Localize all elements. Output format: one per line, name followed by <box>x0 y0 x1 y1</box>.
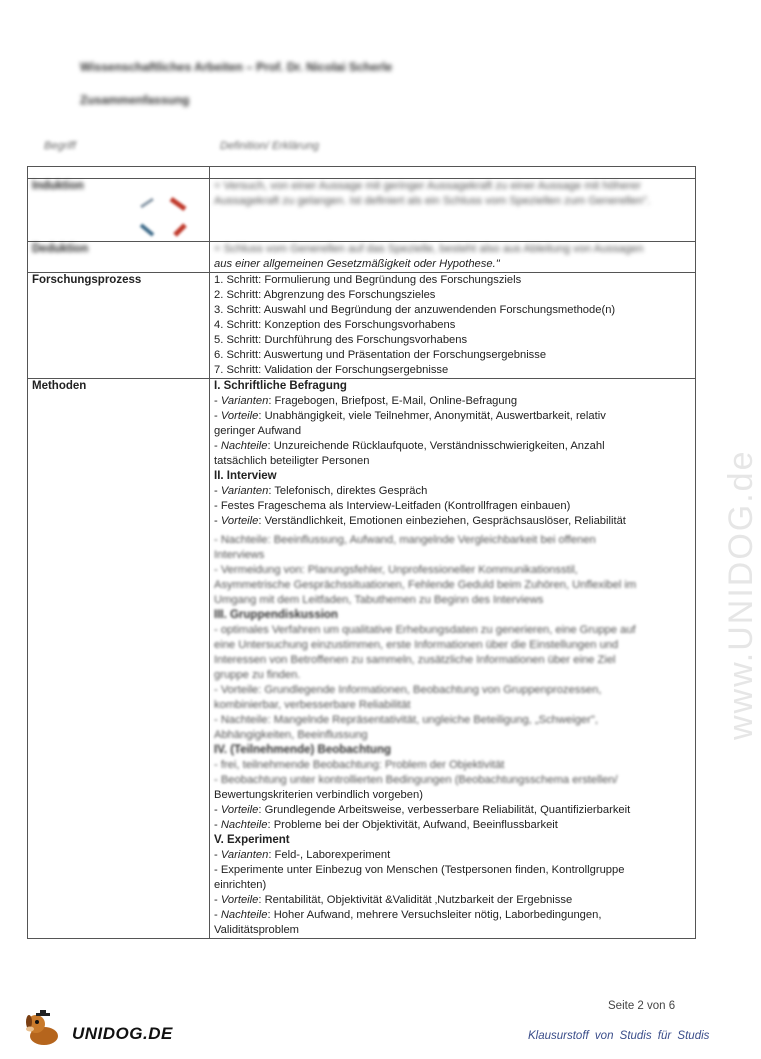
table-row-deduktion <box>28 242 696 273</box>
section-title: V. Experiment <box>214 834 290 846</box>
list-item: 2. Schritt: Abgrenzung des Forschungszieles <box>214 289 436 301</box>
list-item: 1. Schritt: Formulierung und Begründung des Forschungsziels <box>214 274 522 286</box>
term-forschungsprozess: Forschungsprozess <box>28 273 210 379</box>
column-header-definition: Definition/ Erklärung <box>220 140 320 152</box>
summary-table <box>27 166 696 939</box>
list-item: 4. Schritt: Konzeption des Forschungsvorhabens <box>214 319 456 331</box>
definition-induktion: = Versuch, von einer Aussage mit geringer Aussagekraft zu einer Aussage mit höherer Aussagekraft zu gelangen. Ist definiert als ein Schluss vom Speziellen zum Generellen". <box>210 179 696 242</box>
cycle-arrow-top-right <box>171 199 185 209</box>
section-title: II. Interview <box>214 470 277 482</box>
unidog-logo <box>22 1010 173 1048</box>
cycle-arrow-bottom-right <box>175 225 185 235</box>
page-number: Seite 2 von 6 <box>608 1000 676 1012</box>
cycle-arrow-top-left <box>141 199 153 207</box>
dog-mascot-icon <box>22 1010 68 1048</box>
definition-methoden: I. Schriftliche Befragung - Varianten: Fragebogen, Briefpost, E-Mail, Online-Befragung - Vorteile: Unabhängigkeit, viele Teilnehmer, Anonymität, Auswertbarkeit, relativ geringer Aufwand - Nachteile: Unzureichende Rücklaufquote, Verständnisschwierigkeiten, Anzahl tatsächlich beteiligter Personen II. Interview - Varianten: Telefonisch, direktes Gespräch - Festes Frageschema als Interview-Leitfaden (Kontrollfragen einbauen) - Vorteile: Verständlichkeit, Emotionen einbeziehen, Gesprächsauslöser, Reliabilität - Nachteile: Beeinflussung, Aufwand, mangelnde Vergleichbarkeit bei offenen Interviews - Vermeidung von: Planungsfehler, Unprofessioneller Kommunikationsstil, Asymmetrische Gesprächssituationen, Fehlende Geduld beim Zuhören, Unflexibel im Umgang mit dem Leitfaden, Tabuthemen zu Beginn des Interviews III. Gruppendiskussion - optimales Verfahren um qualitative Erhebungsdaten zu generieren, eine Gruppe auf eine Untersuchung einzustimmen, erste Informationen über die Einstellungen und Interessen von Betroffenen zu sammeln, zusätzliche Informationen über eine Ziel gruppe zu finden. - Vorteile: Grundlegende Informationen, Beobachtung von Gruppenprozessen, kombinierbar, verbesserbare Reliabilität - Nachteile: Mangelnde Repräsentativität, ungleiche Beteiligung, „Schweiger", Abhängigkeiten, Beeinflussung IV. (Teilnehmende) Beobachtung - frei, teilnehmende Beobachtung: Problem der Objektivität - Beobachtung unter kontrollierten Bedingungen (Beobachtungsschema erstellen/ Bewertungskriterien verbindlich vorgeben) - Vorteile: Grundlegende Arbeitsweise, verbesserbare Reliabilität, Quantifizierbarkeit - Nachteile: Probleme bei der Objektivität, Aufwand, Beeinflussbarkeit V. Experiment - Varianten: Feld-, Laborexperiment - Experimente unter Einbezug von Menschen (Testpersonen finden, Kontrollgruppe einrichten) - Vorteile: Rentabilität, Objektivität &Validität ‚Nutzbarkeit der Ergebnisse - Nachteile: Hoher Aufwand, mehrere Versuchsleiter nötig, Laborbedingungen, Validitätsproblem <box>210 379 696 939</box>
list-item: 3. Schritt: Auswahl und Begründung der anzuwendenden Forschungsmethode(n) <box>214 304 616 316</box>
definition-deduktion: = Schluss vom Generellen auf das Spezielle, besteht also aus Ableitung von Aussagen aus einer allgemeinen Gesetzmäßigkeit oder Hypothese." <box>210 242 696 273</box>
section-title: I. Schriftliche Befragung <box>214 380 347 392</box>
section-title: III. Gruppendiskussion <box>214 609 338 621</box>
term-methoden: Methoden <box>28 379 210 939</box>
cycle-arrow-bottom-left <box>141 225 153 235</box>
column-header-term: Begriff <box>44 140 76 152</box>
term-induktion: Induktion <box>28 179 210 242</box>
table-row-forschungsprozess <box>28 273 696 379</box>
document-subtitle: Zusammenfassung <box>80 93 190 107</box>
list-item: 7. Schritt: Validation der Forschungsergebnisse <box>214 364 449 376</box>
list-item: 5. Schritt: Durchführung des Forschungsvorhabens <box>214 334 468 346</box>
list-item: 6. Schritt: Auswertung und Präsentation der Forschungsergebnisse <box>214 349 547 361</box>
document-title: Wissenschaftliches Arbeiten – Prof. Dr. Nicolai Scherle <box>80 60 393 74</box>
section-title: IV. (Teilnehmende) Beobachtung <box>214 744 391 756</box>
term-deduktion: Deduktion <box>28 242 210 273</box>
induction-cycle-diagram <box>127 193 197 241</box>
logo-text: UNIDOG.DE <box>72 1024 173 1043</box>
tagline: Klausurstoff von Studis für Studis <box>528 1030 710 1042</box>
watermark: www.UNIDOG.de <box>722 449 760 740</box>
table-row <box>28 167 696 179</box>
blurred-section: - Nachteile: Beeinflussung, Aufwand, mangelnde Vergleichbarkeit bei offenen Interviews - Vermeidung von: Planungsfehler, Unprofessioneller Kommunikationsstil, Asymmetrische Gesprächssituationen, Fehlende Geduld beim Zuhören, Unflexibel im Umgang mit dem Leitfaden, Tabuthemen zu Beginn des Interviews III. Gruppendiskussion - optimales Verfahren um qualitative Erhebungsdaten zu generieren, eine Gruppe auf eine Untersuchung einzustimmen, erste Informationen über die Einstellungen und Interessen von Betroffenen zu sammeln, zusätzliche Informationen über eine Ziel gruppe zu finden. - Vorteile: Grundlegende Informationen, Beobachtung von Gruppenprozessen, kombinierbar, verbesserbare Reliabilität - Nachteile: Mangelnde Repräsentativität, ungleiche Beteiligung, „Schweiger", Abhängigkeiten, Beeinflussung IV. (Teilnehmende) Beobachtung - frei, teilnehmende Beobachtung: Problem der Objektivität - Beobachtung unter kontrollierten Bedingungen (Beobachtungsschema erstellen/ <box>214 533 691 788</box>
definition-forschungsprozess <box>210 273 696 379</box>
table-row-methoden <box>28 379 696 939</box>
